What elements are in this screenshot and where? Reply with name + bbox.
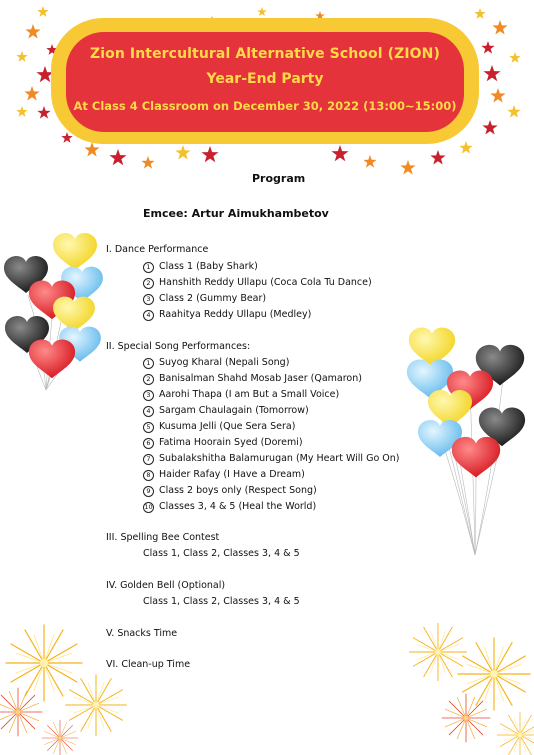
item-number: 3 bbox=[143, 390, 154, 401]
list-item bbox=[143, 469, 305, 481]
list-item bbox=[143, 293, 266, 305]
heart-balloon-icon bbox=[4, 233, 103, 390]
list-item bbox=[143, 309, 311, 321]
item-text: Haider Rafay (I Have a Dream) bbox=[159, 469, 305, 480]
emcee-line: Emcee: Artur Aimukhambetov bbox=[143, 207, 329, 220]
item-text: Sargam Chaulagain (Tomorrow) bbox=[159, 405, 309, 416]
item-text: Classes 3, 4 & 5 (Heal the World) bbox=[159, 501, 317, 512]
list-item bbox=[143, 357, 289, 369]
section-dance-title: I. Dance Performance bbox=[106, 244, 209, 255]
firework-icon bbox=[0, 624, 534, 755]
section-spelling-title: III. Spelling Bee Contest bbox=[106, 532, 220, 543]
section-bell-detail: Class 1, Class 2, Classes 3, 4 & 5 bbox=[143, 596, 300, 607]
item-text: Aarohi Thapa (I am But a Small Voice) bbox=[159, 389, 340, 400]
item-text: Class 2 (Gummy Bear) bbox=[159, 293, 267, 304]
item-number: 3 bbox=[143, 294, 154, 305]
item-number: 9 bbox=[143, 486, 154, 497]
item-number: 4 bbox=[143, 406, 154, 417]
item-number: 8 bbox=[143, 470, 154, 481]
item-text: Kusuma Jelli (Que Sera Sera) bbox=[159, 421, 296, 432]
section-snacks-title: V. Snacks Time bbox=[106, 628, 178, 639]
item-number: 2 bbox=[143, 278, 154, 289]
item-number: 4 bbox=[143, 310, 154, 321]
list-item bbox=[143, 389, 339, 401]
list-item bbox=[143, 277, 372, 289]
section-cleanup-title: VI. Clean-up Time bbox=[106, 659, 191, 670]
list-item bbox=[143, 373, 362, 385]
list-item bbox=[143, 421, 295, 433]
list-item bbox=[143, 453, 399, 465]
list-item bbox=[143, 485, 317, 497]
item-text: Class 2 boys only (Respect Song) bbox=[159, 485, 317, 496]
item-number: 1 bbox=[143, 262, 154, 273]
list-item bbox=[143, 437, 303, 449]
item-number: 7 bbox=[143, 454, 154, 465]
section-songs-title: II. Special Song Performances: bbox=[106, 341, 251, 352]
item-text: Raahitya Reddy Ullapu (Medley) bbox=[159, 309, 312, 320]
heart-balloon-icon bbox=[407, 327, 525, 555]
item-text: Subalakshitha Balamurugan (My Heart Will Go On) bbox=[159, 453, 400, 464]
item-number: 1 bbox=[143, 358, 154, 369]
program-heading: Program bbox=[252, 172, 306, 185]
list-item bbox=[143, 261, 258, 273]
item-text: Banisalman Shahd Mosab Jaser (Qamaron) bbox=[159, 373, 362, 384]
item-number: 5 bbox=[143, 422, 154, 433]
list-item bbox=[143, 501, 316, 513]
section-bell-title: IV. Golden Bell (Optional) bbox=[106, 580, 226, 591]
school-title: Zion Intercultural Alternative School (ZION) bbox=[90, 46, 440, 62]
item-number: 10 bbox=[144, 503, 153, 511]
list-item bbox=[143, 405, 309, 417]
item-text: Class 1 (Baby Shark) bbox=[159, 261, 258, 272]
event-location-date: At Class 4 Classroom on December 30, 2022 (13:00~15:00) bbox=[73, 99, 457, 113]
item-text: Hanshith Reddy Ullapu (Coca Cola Tu Dance) bbox=[159, 277, 372, 288]
section-spelling-detail: Class 1, Class 2, Classes 3, 4 & 5 bbox=[143, 548, 300, 559]
item-number: 6 bbox=[143, 438, 154, 449]
event-title: Year-End Party bbox=[206, 71, 324, 87]
item-text: Suyog Kharal (Nepali Song) bbox=[159, 357, 290, 368]
item-number: 2 bbox=[143, 374, 154, 385]
item-text: Fatima Hoorain Syed (Doremi) bbox=[159, 437, 303, 448]
